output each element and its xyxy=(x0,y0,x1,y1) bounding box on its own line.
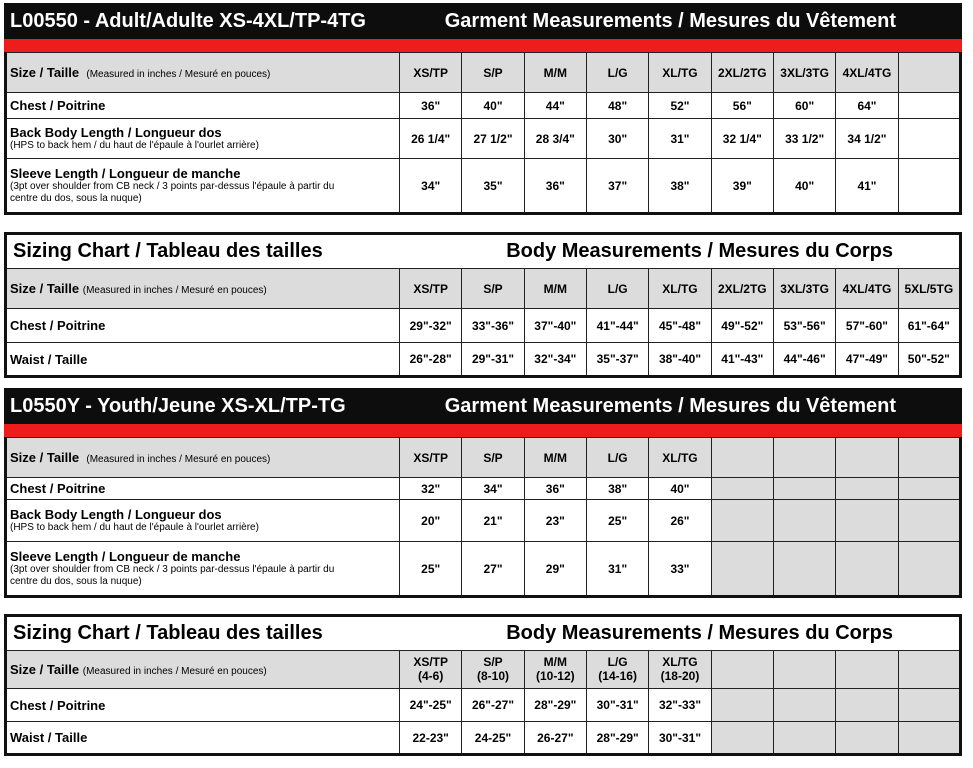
value-cell: 26-27" xyxy=(524,722,586,755)
table-row xyxy=(6,478,961,500)
value-cell: 50"-52" xyxy=(898,343,960,377)
youth-garment-redbar xyxy=(4,424,962,437)
size-col-header: XL/TG (18-20) xyxy=(649,651,711,689)
value-cell: 27 1/2" xyxy=(462,119,524,159)
value-cell: 41"-43" xyxy=(711,343,773,377)
value-cell: 38" xyxy=(649,159,711,214)
value-cell: 29" xyxy=(524,542,586,597)
size-header-cell: Size / Taille (Measured in inches / Mesuré en pouces) xyxy=(6,651,400,689)
row-label: Chest / Poitrine xyxy=(6,309,400,343)
value-cell: 26"-27" xyxy=(462,689,524,722)
youth-body-subtitle: Body Measurements / Mesures du Corps xyxy=(506,622,893,644)
value-cell: 25" xyxy=(586,500,648,542)
row-label: Waist / Taille xyxy=(6,343,400,377)
value-cell: 33" xyxy=(649,542,711,597)
empty-cell xyxy=(773,478,835,500)
value-cell: 40" xyxy=(649,478,711,500)
value-cell: 40" xyxy=(462,93,524,119)
row-label: Chest / Poitrine xyxy=(6,478,400,500)
empty-cell xyxy=(898,651,960,689)
size-header-cell: Size / Taille (Measured in inches / Mesuré en pouces) xyxy=(6,53,400,93)
empty-cell xyxy=(836,651,898,689)
size-col-header: XL/TG xyxy=(649,53,711,93)
empty-cell xyxy=(773,500,835,542)
size-col-header: XS/TP xyxy=(400,438,462,478)
value-cell: 49"-52" xyxy=(711,309,773,343)
table-row xyxy=(6,159,961,214)
value-cell: 26"-28" xyxy=(400,343,462,377)
value-cell: 31" xyxy=(586,542,648,597)
value-cell: 33"-36" xyxy=(462,309,524,343)
size-col-header: 3XL/3TG xyxy=(773,53,835,93)
value-cell: 25" xyxy=(400,542,462,597)
row-label: Back Body Length / Longueur dos (HPS to back hem / du haut de l'épaule à l'ourlet arrière) xyxy=(6,119,400,159)
empty-cell xyxy=(711,722,773,755)
youth-garment-title: L0550Y - Youth/Jeune XS-XL/TP-TG xyxy=(10,394,346,417)
value-cell: 27" xyxy=(462,542,524,597)
size-header-cell: Size / Taille (Measured in inches / Mesuré en pouces) xyxy=(6,438,400,478)
adult-body-table xyxy=(4,268,962,378)
table-row xyxy=(6,93,961,119)
value-cell: 35" xyxy=(462,159,524,214)
value-cell: 44" xyxy=(524,93,586,119)
table-row xyxy=(6,119,961,159)
adult-garment-redbar xyxy=(4,39,962,52)
value-cell: 61"-64" xyxy=(898,309,960,343)
value-cell: 37" xyxy=(586,159,648,214)
size-col-header: L/G xyxy=(586,269,648,309)
value-cell: 53"-56" xyxy=(773,309,835,343)
value-cell: 29"-31" xyxy=(462,343,524,377)
value-cell xyxy=(898,159,960,214)
size-col-header: L/G (14-16) xyxy=(586,651,648,689)
table-row xyxy=(6,689,961,722)
size-col-header: M/M xyxy=(524,269,586,309)
value-cell: 20" xyxy=(400,500,462,542)
youth-garment-section xyxy=(4,388,962,598)
value-cell: 31" xyxy=(649,119,711,159)
adult-garment-title: L00550 - Adult/Adulte XS-4XL/TP-4TG xyxy=(10,9,366,32)
size-col-header: S/P xyxy=(462,53,524,93)
value-cell: 30"-31" xyxy=(649,722,711,755)
value-cell: 41"-44" xyxy=(586,309,648,343)
value-cell: 32"-33" xyxy=(649,689,711,722)
size-col-header: XL/TG xyxy=(649,438,711,478)
empty-cell xyxy=(773,542,835,597)
value-cell: 28"-29" xyxy=(586,722,648,755)
size-col-header: XL/TG xyxy=(649,269,711,309)
adult-body-subtitle: Body Measurements / Mesures du Corps xyxy=(506,240,893,262)
empty-cell xyxy=(711,438,773,478)
value-cell: 40" xyxy=(773,159,835,214)
size-col-header: 2XL/2TG xyxy=(711,269,773,309)
value-cell: 28"-29" xyxy=(524,689,586,722)
size-col-header: S/P xyxy=(462,438,524,478)
value-cell: 32 1/4" xyxy=(711,119,773,159)
empty-cell xyxy=(836,542,898,597)
empty-cell xyxy=(836,500,898,542)
empty-cell xyxy=(898,438,960,478)
value-cell: 38"-40" xyxy=(649,343,711,377)
empty-cell xyxy=(711,542,773,597)
value-cell: 26" xyxy=(649,500,711,542)
empty-cell xyxy=(898,689,960,722)
value-cell: 37"-40" xyxy=(524,309,586,343)
adult-garment-subtitle: Garment Measurements / Mesures du Vêtement xyxy=(444,9,896,32)
value-cell: 24-25" xyxy=(462,722,524,755)
empty-cell xyxy=(711,500,773,542)
empty-cell xyxy=(898,478,960,500)
value-cell: 30"-31" xyxy=(586,689,648,722)
value-cell: 41" xyxy=(836,159,898,214)
row-label: Sleeve Length / Longueur de manche (3pt over shoulder from CB neck / 3 points par-dessus l'épaule à partir du centre du dos, sous la nuque) xyxy=(6,542,400,597)
youth-garment-header xyxy=(4,388,962,424)
value-cell: 36" xyxy=(524,159,586,214)
youth-garment-table xyxy=(4,437,962,598)
value-cell: 45"-48" xyxy=(649,309,711,343)
empty-cell xyxy=(773,722,835,755)
value-cell: 48" xyxy=(586,93,648,119)
value-cell: 30" xyxy=(586,119,648,159)
size-col-header: M/M xyxy=(524,53,586,93)
size-col-header: 2XL/2TG xyxy=(711,53,773,93)
empty-cell xyxy=(836,478,898,500)
youth-garment-subtitle: Garment Measurements / Mesures du Vêtement xyxy=(444,394,896,417)
size-col-header: XS/TP xyxy=(400,53,462,93)
value-cell: 29"-32" xyxy=(400,309,462,343)
value-cell: 28 3/4" xyxy=(524,119,586,159)
adult-garment-table xyxy=(4,52,962,215)
value-cell: 38" xyxy=(586,478,648,500)
adult-body-header xyxy=(4,232,962,268)
size-col-header: M/M xyxy=(524,438,586,478)
value-cell: 36" xyxy=(524,478,586,500)
size-col-header: 5XL/5TG xyxy=(898,269,960,309)
youth-body-table xyxy=(4,650,962,756)
value-cell: 22-23" xyxy=(400,722,462,755)
value-cell: 34" xyxy=(462,478,524,500)
value-cell: 32" xyxy=(400,478,462,500)
size-col-header xyxy=(898,53,960,93)
value-cell: 56" xyxy=(711,93,773,119)
table-row xyxy=(6,53,961,93)
table-row xyxy=(6,651,961,689)
size-col-header: XS/TP (4-6) xyxy=(400,651,462,689)
value-cell: 47"-49" xyxy=(836,343,898,377)
value-cell: 52" xyxy=(649,93,711,119)
empty-cell xyxy=(711,651,773,689)
row-label: Back Body Length / Longueur dos (HPS to back hem / du haut de l'épaule à l'ourlet arrière) xyxy=(6,500,400,542)
adult-garment-header xyxy=(4,3,962,39)
size-col-header: XS/TP xyxy=(400,269,462,309)
empty-cell xyxy=(836,689,898,722)
row-label: Waist / Taille xyxy=(6,722,400,755)
value-cell: 39" xyxy=(711,159,773,214)
value-cell: 21" xyxy=(462,500,524,542)
value-cell: 33 1/2" xyxy=(773,119,835,159)
table-row xyxy=(6,309,961,343)
row-label: Chest / Poitrine xyxy=(6,689,400,722)
adult-body-title: Sizing Chart / Tableau des tailles xyxy=(13,240,323,262)
value-cell: 36" xyxy=(400,93,462,119)
value-cell: 34" xyxy=(400,159,462,214)
value-cell xyxy=(898,119,960,159)
value-cell: 34 1/2" xyxy=(836,119,898,159)
youth-body-title: Sizing Chart / Tableau des tailles xyxy=(13,622,323,644)
table-row xyxy=(6,269,961,309)
value-cell: 57"-60" xyxy=(836,309,898,343)
size-col-header: 4XL/4TG xyxy=(836,53,898,93)
value-cell xyxy=(898,93,960,119)
value-cell: 23" xyxy=(524,500,586,542)
empty-cell xyxy=(711,689,773,722)
size-col-header: 3XL/3TG xyxy=(773,269,835,309)
empty-cell xyxy=(773,689,835,722)
row-label: Chest / Poitrine xyxy=(6,93,400,119)
adult-body-section xyxy=(4,232,962,378)
size-header-cell: Size / Taille (Measured in inches / Mesuré en pouces) xyxy=(6,269,400,309)
value-cell: 44"-46" xyxy=(773,343,835,377)
adult-garment-section xyxy=(4,3,962,215)
value-cell: 64" xyxy=(836,93,898,119)
empty-cell xyxy=(773,651,835,689)
table-row xyxy=(6,343,961,377)
size-col-header: L/G xyxy=(586,53,648,93)
size-col-header: 4XL/4TG xyxy=(836,269,898,309)
size-col-header: S/P xyxy=(462,269,524,309)
empty-cell xyxy=(773,438,835,478)
empty-cell xyxy=(836,438,898,478)
youth-body-section xyxy=(4,614,962,756)
value-cell: 60" xyxy=(773,93,835,119)
empty-cell xyxy=(898,500,960,542)
empty-cell xyxy=(898,722,960,755)
table-row xyxy=(6,500,961,542)
table-row xyxy=(6,542,961,597)
empty-cell xyxy=(711,478,773,500)
youth-body-header xyxy=(4,614,962,650)
value-cell: 35"-37" xyxy=(586,343,648,377)
value-cell: 32"-34" xyxy=(524,343,586,377)
size-col-header: L/G xyxy=(586,438,648,478)
table-row xyxy=(6,722,961,755)
size-col-header: M/M (10-12) xyxy=(524,651,586,689)
value-cell: 26 1/4" xyxy=(400,119,462,159)
size-col-header: S/P (8-10) xyxy=(462,651,524,689)
row-label: Sleeve Length / Longueur de manche (3pt over shoulder from CB neck / 3 points par-dessus l'épaule à partir du centre du dos, sous la nuque) xyxy=(6,159,400,214)
empty-cell xyxy=(836,722,898,755)
value-cell: 24"-25" xyxy=(400,689,462,722)
empty-cell xyxy=(898,542,960,597)
table-row xyxy=(6,438,961,478)
